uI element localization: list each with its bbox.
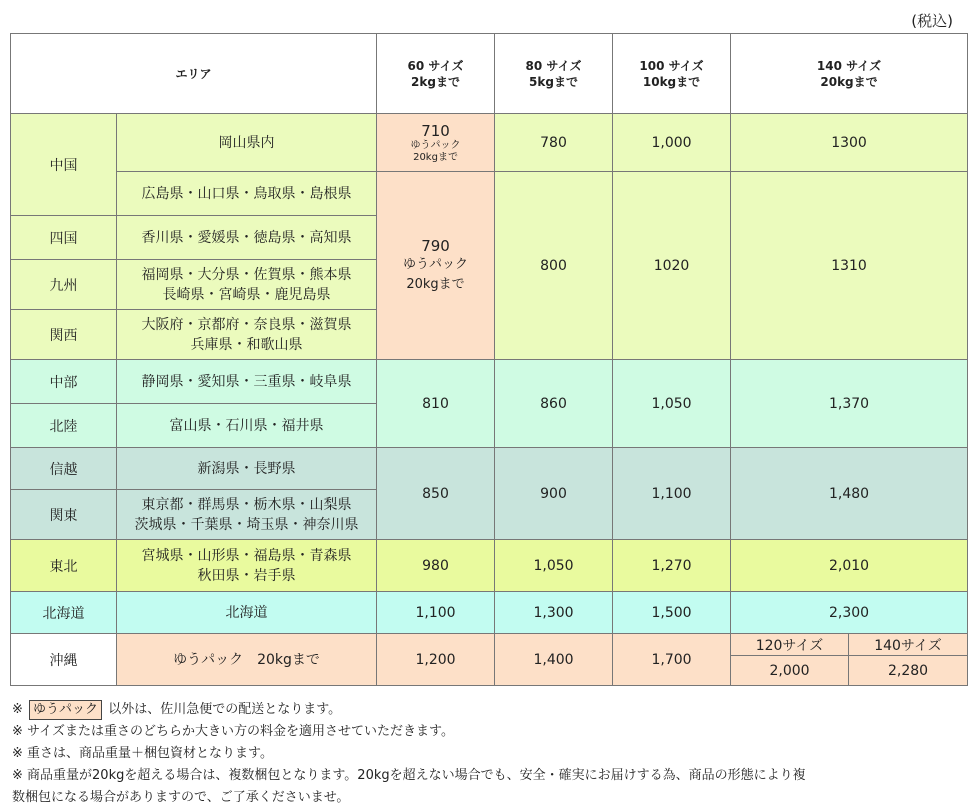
price-group-c-80: 900 bbox=[495, 448, 613, 540]
pref-chubu: 静岡県・愛知県・三重県・岐阜県 bbox=[117, 360, 377, 404]
price-okinawa-80: 1,400 bbox=[495, 634, 613, 686]
price-okinawa-60: 1,200 bbox=[377, 634, 495, 686]
region-hokuriku: 北陸 bbox=[11, 404, 117, 448]
price-group-c-100: 1,100 bbox=[613, 448, 731, 540]
price-group-a-100: 1020 bbox=[613, 172, 731, 360]
pref-okayama: 岡山県内 bbox=[117, 114, 377, 172]
region-shikoku: 四国 bbox=[11, 216, 117, 260]
pref-shinetsu: 新潟県・長野県 bbox=[117, 448, 377, 490]
header-row bbox=[11, 34, 968, 114]
price-group-b-140: 1,370 bbox=[731, 360, 968, 448]
price-tohoku-60: 980 bbox=[377, 540, 495, 592]
table-row bbox=[11, 634, 968, 656]
size-80-header: 80 サイズ 5kgまで bbox=[495, 34, 613, 114]
pref-hokkaido: 北海道 bbox=[117, 592, 377, 634]
price-hokkaido-60: 1,100 bbox=[377, 592, 495, 634]
price-group-a-60: 790 ゆうパック 20kgまで bbox=[377, 172, 495, 360]
price-okayama-80: 780 bbox=[495, 114, 613, 172]
price-okinawa-100: 1,700 bbox=[613, 634, 731, 686]
pref-hokuriku: 富山県・石川県・福井県 bbox=[117, 404, 377, 448]
price-group-c-60: 850 bbox=[377, 448, 495, 540]
size-60-header: 60 サイズ 2kgまで bbox=[377, 34, 495, 114]
price-group-b-100: 1,050 bbox=[613, 360, 731, 448]
price-group-b-60: 810 bbox=[377, 360, 495, 448]
region-kansai: 関西 bbox=[11, 310, 117, 360]
pref-tohoku: 宮城県・山形県・福島県・青森県 秋田県・岩手県 bbox=[117, 540, 377, 592]
note-2: ※ サイズまたは重さのどちらか大きい方の料金を適用させていただきます。 bbox=[12, 724, 454, 739]
price-tohoku-140: 2,010 bbox=[731, 540, 968, 592]
pref-shikoku: 香川県・愛媛県・徳島県・高知県 bbox=[117, 216, 377, 260]
size-140-header: 140 サイズ 20kgまで bbox=[731, 34, 968, 114]
price-okayama-60: 710 ゆうパック 20kgまで bbox=[377, 114, 495, 172]
price-okinawa-120: 2,000 bbox=[731, 656, 849, 686]
area-header: エリア bbox=[11, 34, 377, 114]
table-row bbox=[11, 448, 968, 490]
region-kanto: 関東 bbox=[11, 490, 117, 540]
shipping-rate-table bbox=[10, 33, 968, 686]
price-hokkaido-80: 1,300 bbox=[495, 592, 613, 634]
region-okinawa: 沖縄 bbox=[11, 634, 117, 686]
price-okinawa-140: 2,280 bbox=[849, 656, 968, 686]
region-kyushu: 九州 bbox=[11, 260, 117, 310]
yupack-tag: ゆうパック bbox=[29, 700, 102, 720]
price-tohoku-100: 1,270 bbox=[613, 540, 731, 592]
region-chugoku: 中国 bbox=[11, 114, 117, 216]
pref-okinawa: ゆうパック 20kgまで bbox=[117, 634, 377, 686]
price-group-a-140: 1310 bbox=[731, 172, 968, 360]
pref-kanto: 東京都・群馬県・栃木県・山梨県 茨城県・千葉県・埼玉県・神奈川県 bbox=[117, 490, 377, 540]
region-shinetsu: 信越 bbox=[11, 448, 117, 490]
okinawa-140-size-label: 140サイズ bbox=[849, 634, 968, 656]
pref-kyushu: 福岡県・大分県・佐賀県・熊本県 長崎県・宮崎県・鹿児島県 bbox=[117, 260, 377, 310]
size-100-header: 100 サイズ 10kgまで bbox=[613, 34, 731, 114]
table-row bbox=[11, 172, 968, 216]
table-row bbox=[11, 114, 968, 172]
region-tohoku: 東北 bbox=[11, 540, 117, 592]
pref-hiroshima: 広島県・山口県・鳥取県・島根県 bbox=[117, 172, 377, 216]
table-row bbox=[11, 360, 968, 404]
price-tohoku-80: 1,050 bbox=[495, 540, 613, 592]
pref-kansai: 大阪府・京都府・奈良県・滋賀県 兵庫県・和歌山県 bbox=[117, 310, 377, 360]
region-hokkaido: 北海道 bbox=[11, 592, 117, 634]
note-4: ※ 商品重量が20kgを超える場合は、複数梱包となります。20kgを超えない場合でも、安全・確実にお届けする為、商品の形態により複 数梱包になる場合がありますので、ご了承くださいませ。 bbox=[12, 768, 806, 805]
okinawa-120-size-label: 120サイズ bbox=[731, 634, 849, 656]
price-group-b-80: 860 bbox=[495, 360, 613, 448]
table-row bbox=[11, 592, 968, 634]
price-okayama-140: 1300 bbox=[731, 114, 968, 172]
note-3: ※ 重さは、商品重量＋梱包資材となります。 bbox=[12, 746, 273, 761]
price-hokkaido-140: 2,300 bbox=[731, 592, 968, 634]
price-group-a-80: 800 bbox=[495, 172, 613, 360]
region-chubu: 中部 bbox=[11, 360, 117, 404]
price-hokkaido-100: 1,500 bbox=[613, 592, 731, 634]
note-1: ※ ゆうパック 以外は、佐川急便での配送となります。 bbox=[12, 699, 962, 721]
price-okayama-100: 1,000 bbox=[613, 114, 731, 172]
price-group-c-140: 1,480 bbox=[731, 448, 968, 540]
table-row bbox=[11, 540, 968, 592]
tax-included-label: (税込) bbox=[911, 12, 953, 30]
shipping-notes bbox=[12, 699, 962, 809]
